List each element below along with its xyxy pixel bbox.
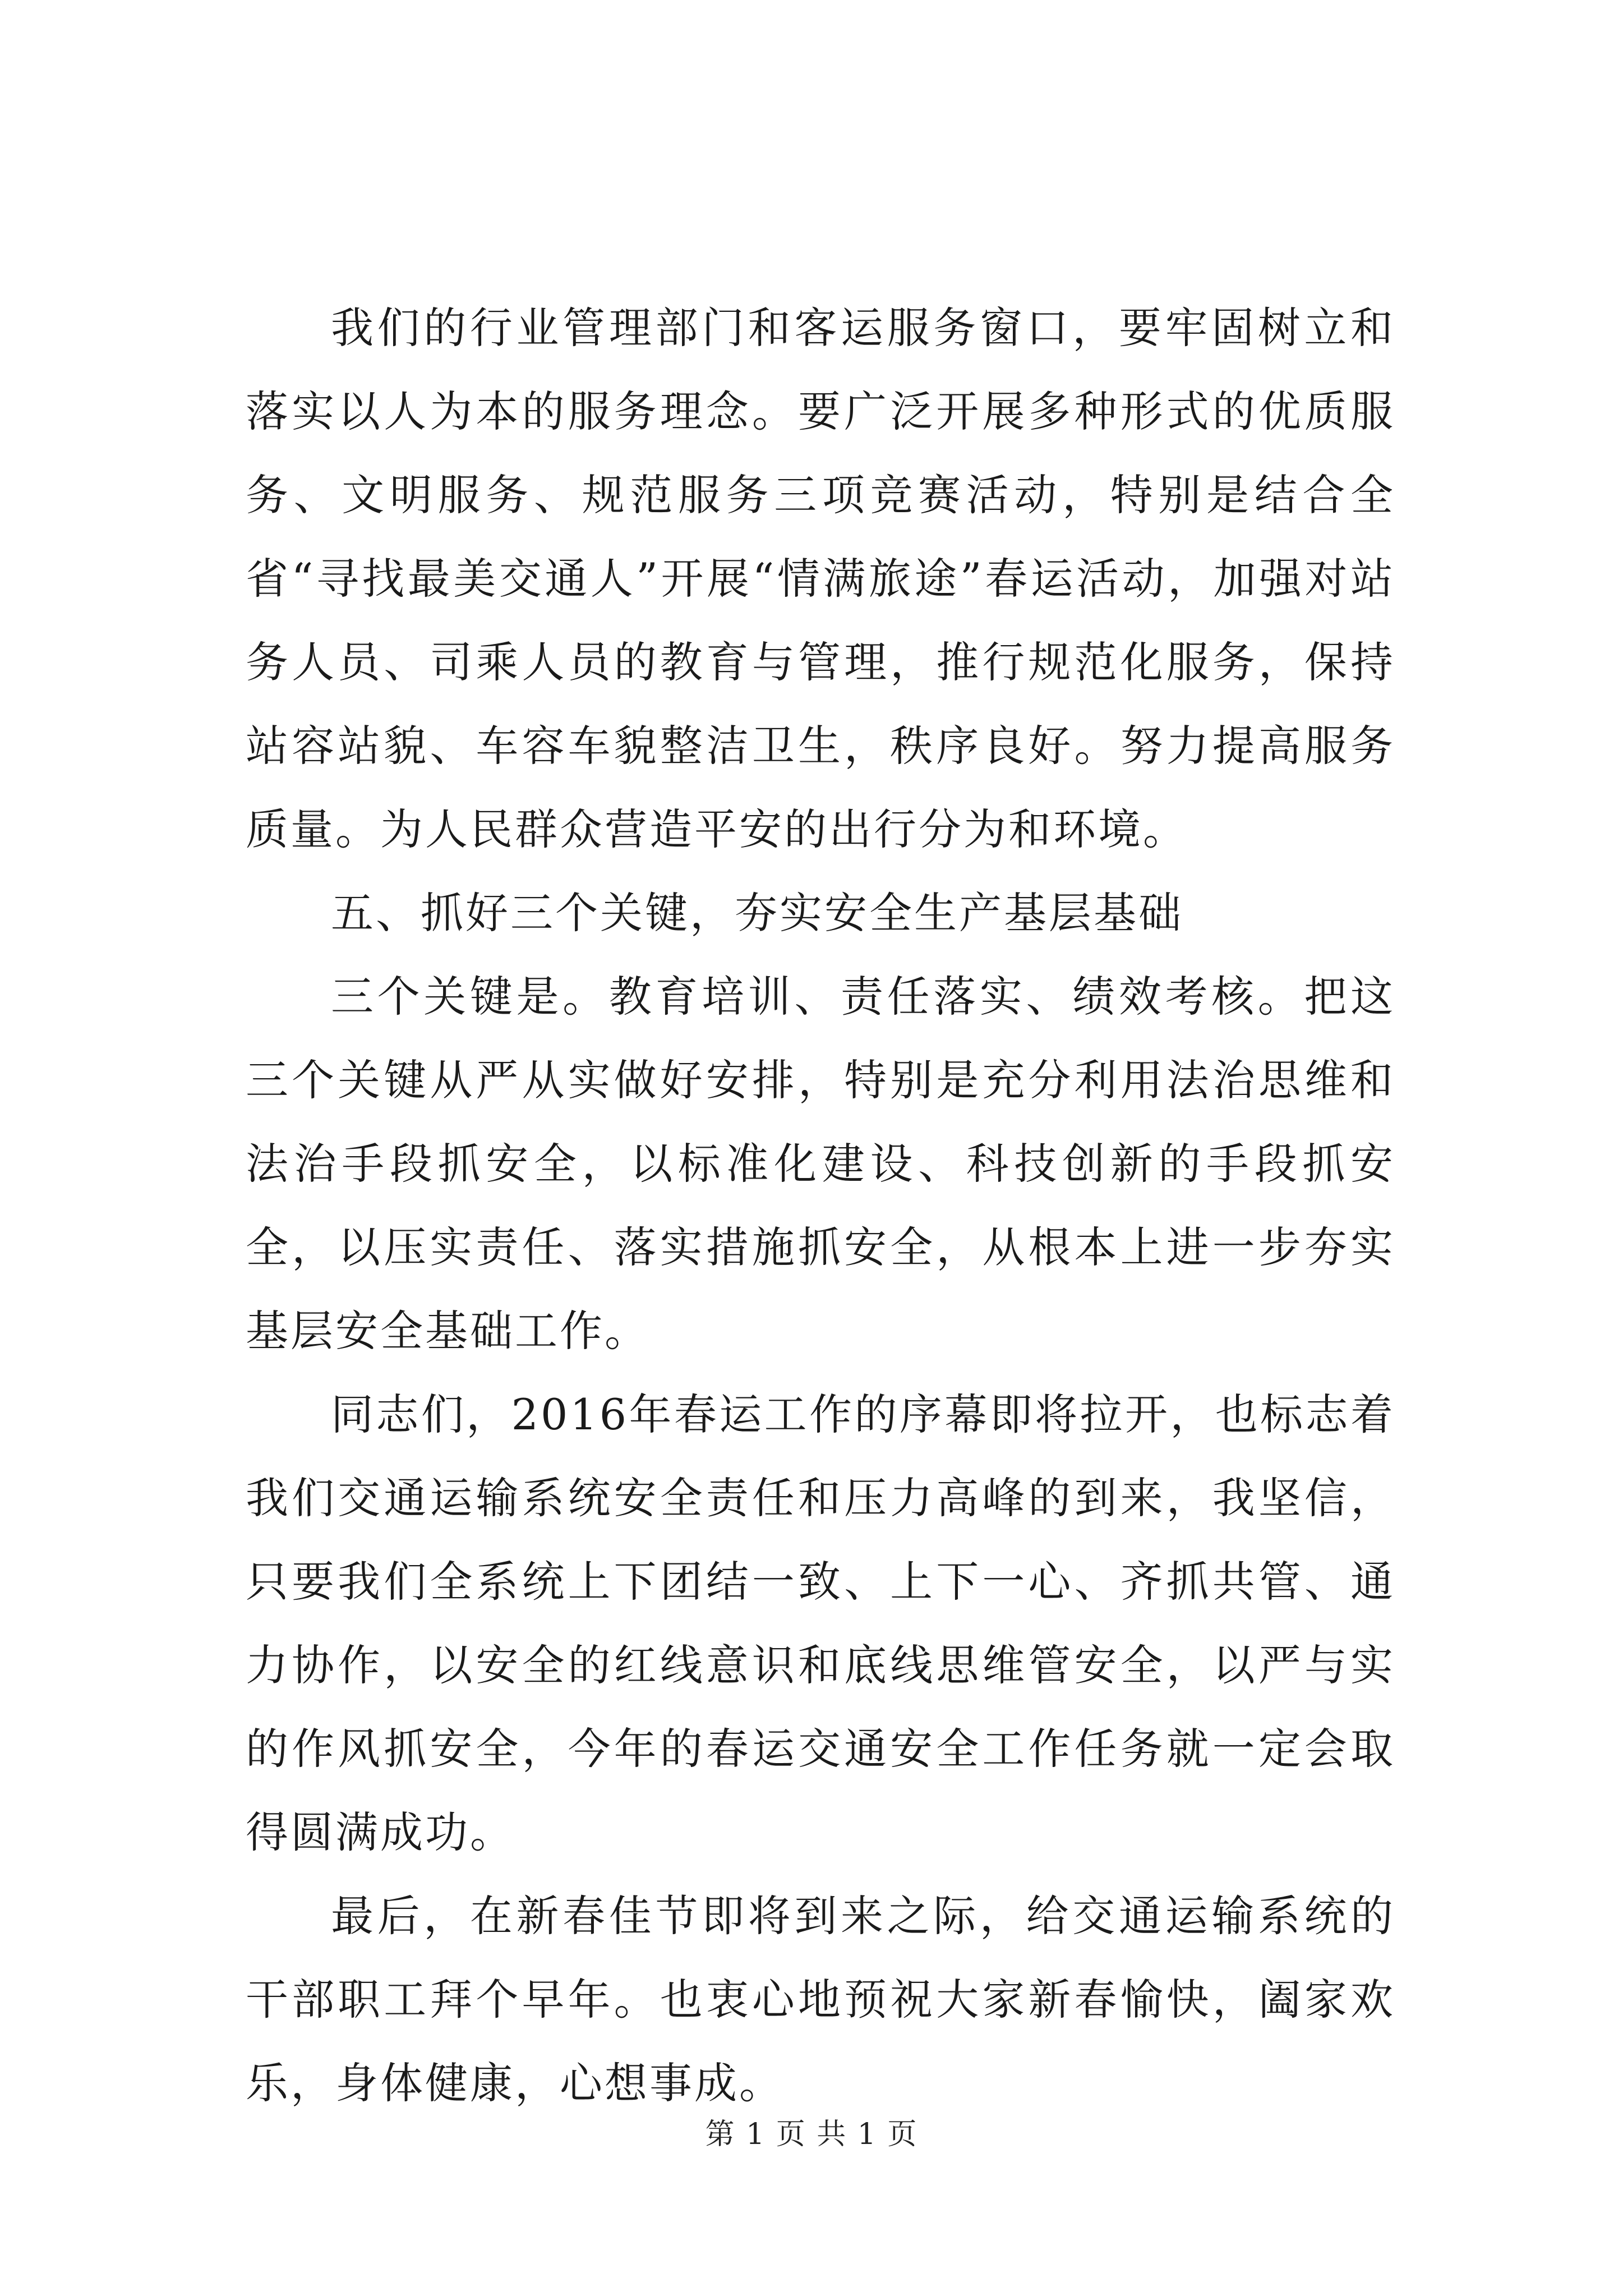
section-heading-five: 五、抓好三个关键，夯实安全生产基层基础 — [331, 888, 1183, 938]
paragraph-service-windows: 我们的行业管理部门和客运服务窗口，要牢固树立和落实以人为本的服务理念。要广泛开展多种形式的优质服务、文明服务、规范服务三项竞赛活动，特别是结合全省“寻找最美交通人”开展“情满旅途”春运活动，加强对站务人员、司乘人员的教育与管理，推行规范化服务，保持站容站貌、车容车貌整洁卫生，秩序良好。努力提高服务质量。为人民群众营造平安的出行分为和环境。 — [246, 303, 1395, 854]
document-body — [246, 286, 1395, 2125]
paragraph-closing: 最后，在新春佳节即将到来之际，给交通运输系统的干部职工拜个早年。也衷心地预祝大家新春愉快，阖家欢乐，身体健康，心想事成。 — [246, 1891, 1395, 2108]
paragraph-three-keys: 三个关键是。教育培训、责任落实、绩效考核。把这三个关键从严从实做好安排，特别是充分利用法治思维和法治手段抓安全，以标准化建设、科技创新的手段抓安全，以压实责任、落实措施抓安全，从根本上进一步夯实基层安全基础工作。 — [246, 972, 1395, 1356]
paragraph-comrades: 同志们，2016年春运工作的序幕即将拉开，也标志着我们交通运输系统安全责任和压力高峰的到来，我坚信，只要我们全系统上下团结一致、上下一心、齐抓共管、通力协作，以安全的红线意识和底线思维管安全，以严与实的作风抓安全，今年的春运交通安全工作任务就一定会取得圆满成功。 — [246, 1389, 1395, 1857]
page-number-footer: 第 1 页 共 1 页 — [705, 2118, 918, 2151]
